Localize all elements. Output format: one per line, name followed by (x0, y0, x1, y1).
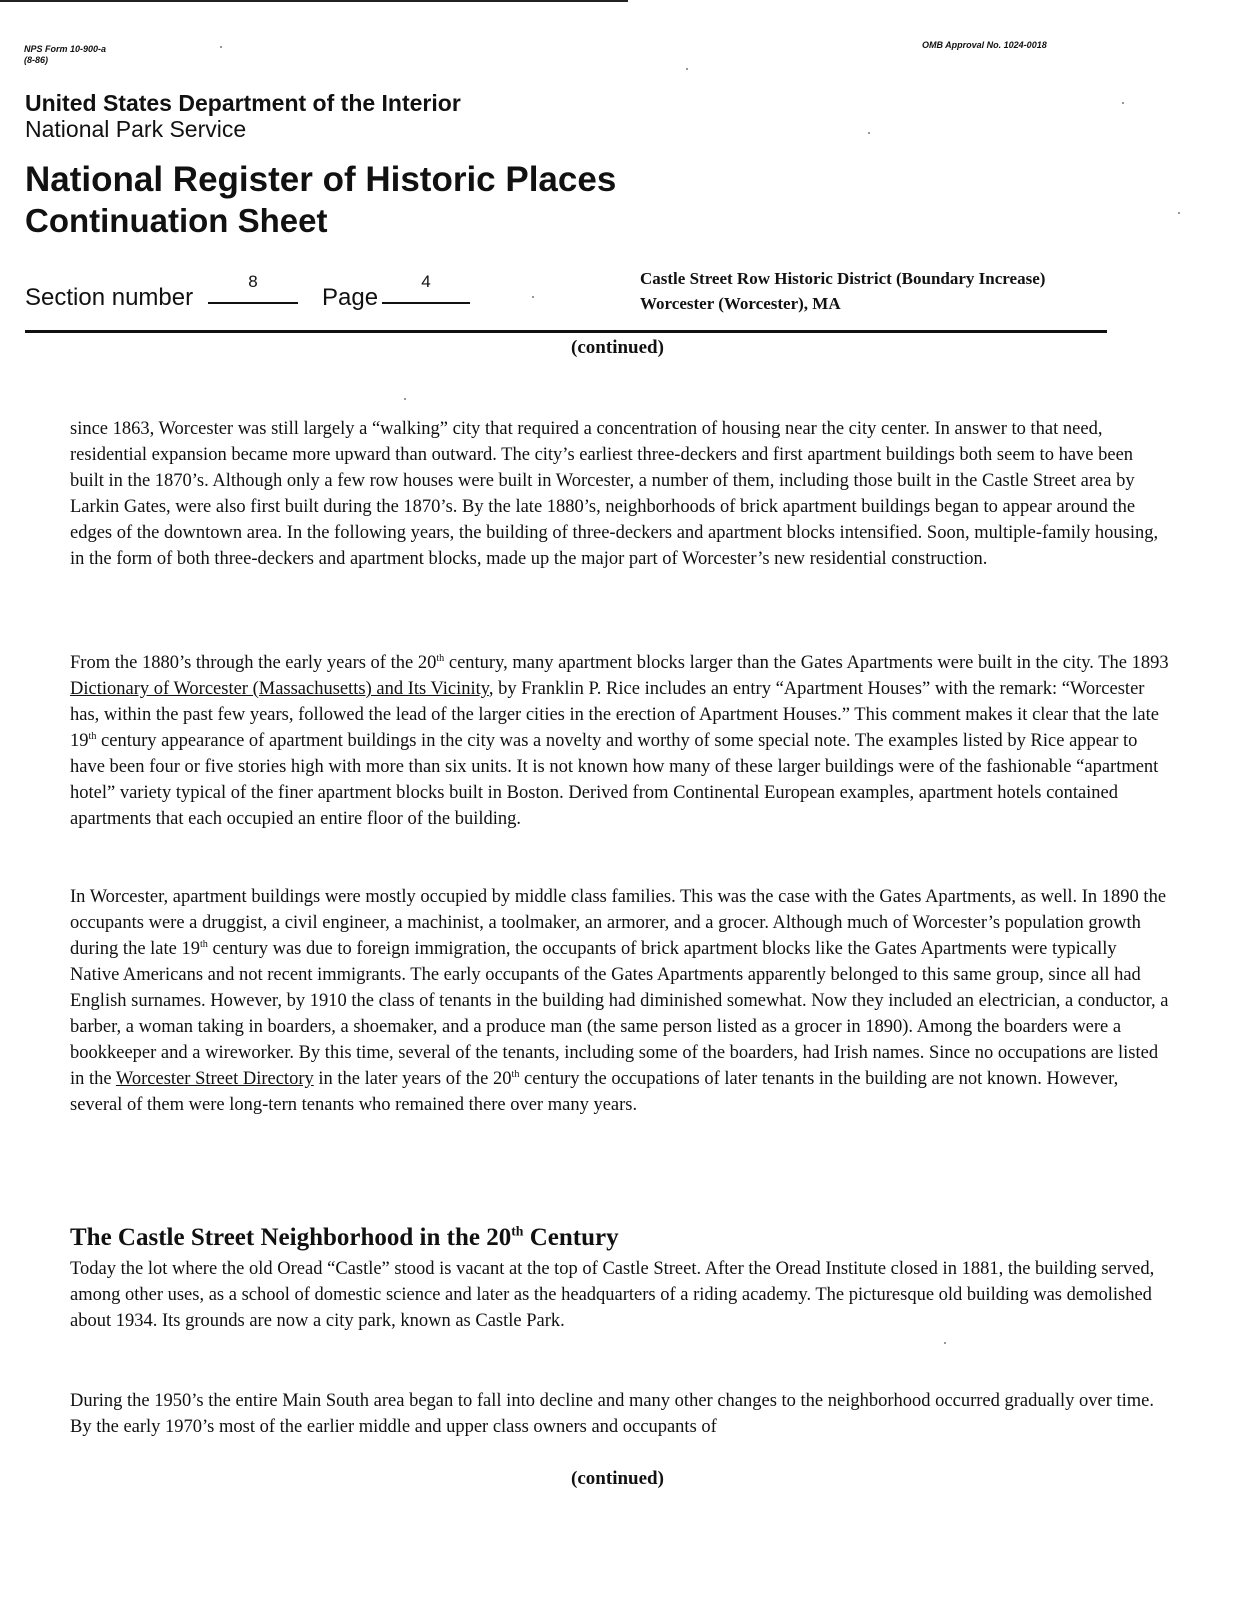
omb-approval: OMB Approval No. 1024-0018 (922, 40, 1047, 50)
scan-speck (686, 68, 688, 70)
scan-speck (1122, 102, 1124, 104)
book-title: Dictionary of Worcester (Massachusetts) and Its Vicinity (70, 679, 489, 699)
text-run: century was due to foreign immigration, the occupants of brick apartment blocks like the Gates Apartments were typically Native Americans and not recent immigrants. The early occupants of the Gates Apartments apparently belonged to this same group, since all had English surnames. However, by 1910 the class of tenants in the building had diminished somewhat. Now they included an electrician, a conductor, a barber, a woman taking in boarders, a shoemaker, and a produce man (the same person listed as a grocer in 1890). Among the boarders were a bookkeeper and a wireworker. By this time, several of the tenants, including some of the boarders, had Irish names. Since no occupations are listed in the (70, 939, 1169, 1089)
document-title: National Register of Historic Places (25, 160, 617, 199)
scan-speck (1178, 212, 1180, 214)
agency-name: National Park Service (25, 116, 247, 142)
scan-speck (944, 1342, 946, 1344)
text-run: century the occupations of later tenants in the building are not known. However, several of them were long-tern tenants who remained there over many years. (70, 1069, 1119, 1115)
district-block (640, 266, 1045, 316)
form-number-block (24, 44, 106, 66)
page-label: Page (322, 284, 379, 311)
text-run: century appearance of apartment buildings in the city was a novelty and worthy of some special note. The examples listed by Rice appear to have been four or five stories high with more than six units. It is not known how many of these larger buildings were of the fashionable “apartment hotel” variety typical of the finer apartment blocks built in Boston. Derived from Continental European examples, apartment hotels contained apartments that each occupied an entire floor of the building. (70, 731, 1159, 829)
section-number-underline (208, 302, 298, 304)
continued-bottom: (continued) (571, 1468, 664, 1489)
superscript: th (199, 938, 208, 950)
continued-top: (continued) (571, 337, 664, 358)
paragraph-2 (70, 650, 1170, 832)
scan-speck (220, 46, 222, 48)
district-name: Castle Street Row Historic District (Boundary Increase) (640, 269, 1046, 288)
heading-text: The Castle Street Neighborhood in the 20 (70, 1224, 512, 1251)
superscript: th (436, 652, 445, 664)
page-number-value: 4 (421, 272, 431, 291)
superscript: th (88, 730, 97, 742)
header-rule (25, 330, 1107, 333)
document-subtitle: Continuation Sheet (25, 202, 328, 239)
text-run: , by Franklin P. Rice includes an entry “Apartment Houses” with the remark: “Worcester has, within the past few years, followed the lead of the larger cities in the erection of Apartment Houses.” This comment makes it clear that the late 19 (70, 679, 1159, 751)
directory-title: Worcester Street Directory (115, 1069, 314, 1089)
top-border-line (0, 0, 628, 2)
scan-speck (404, 398, 406, 400)
section-number-value: 8 (248, 272, 258, 291)
text-run: century, many apartment blocks larger than the Gates Apartments were built in the city. The 1893 (444, 653, 1169, 673)
paragraph-4: Today the lot where the old Oread “Castle” stood is vacant at the top of Castle Street. After the Oread Institute closed in 1881, the building served, among other uses, as a school of domestic science and later as the headquarters of a riding academy. The picturesque old building was demolished about 1934. Its grounds are now a city park, known as Castle Park. (70, 1259, 1155, 1331)
text-run: From the 1880’s through the early years of the 20 (70, 653, 437, 673)
scan-speck (532, 296, 534, 298)
superscript: th (511, 1223, 524, 1239)
text-run: in the later years of the 20 (313, 1069, 512, 1089)
scan-speck (868, 132, 870, 134)
form-number: NPS Form 10-900-a (24, 44, 107, 54)
page-number-underline (382, 302, 470, 304)
paragraph-5: During the 1950’s the entire Main South area began to fall into decline and many other changes to the neighborhood occurred gradually over time. By the early 1970’s most of the earlier middle and upper class owners and occupants of (70, 1391, 1154, 1437)
section-number-label: Section number (25, 284, 194, 311)
heading-text: Century (523, 1224, 619, 1251)
paragraph-3 (70, 884, 1170, 1118)
paragraph-1: since 1863, Worcester was still largely a “walking” city that required a concentration of housing near the city center. In answer to that need, residential expansion became more upward than outward. The city’s earliest three-deckers and first apartment buildings both seem to have been built in the 1870’s. Although only a few row houses were built in Worcester, a number of them, including those built in the Castle Street area by Larkin Gates, were also first built during the 1870’s. By the late 1880’s, neighborhoods of brick apartment buildings began to appear around the edges of the downtown area. In the following years, the building of three-deckers and apartment blocks intensified. Soon, multiple-family housing, in the form of both three-deckers and apartment blocks, made up the major part of Worcester’s new residential construction. (70, 419, 1159, 569)
text-run: In Worcester, apartment buildings were mostly occupied by middle class families. This was the case with the Gates Apartments, as well. In 1890 the occupants were a druggist, a civil engineer, a machinist, a toolmaker, an armorer, and a grocer. Although much of Worcester’s population growth during the late 19 (70, 887, 1167, 959)
section-heading (70, 1224, 619, 1252)
form-date: (8-86) (24, 55, 49, 65)
superscript: th (511, 1068, 520, 1080)
department-name: United States Department of the Interior (25, 90, 461, 116)
district-location: Worcester (Worcester), MA (640, 294, 841, 313)
